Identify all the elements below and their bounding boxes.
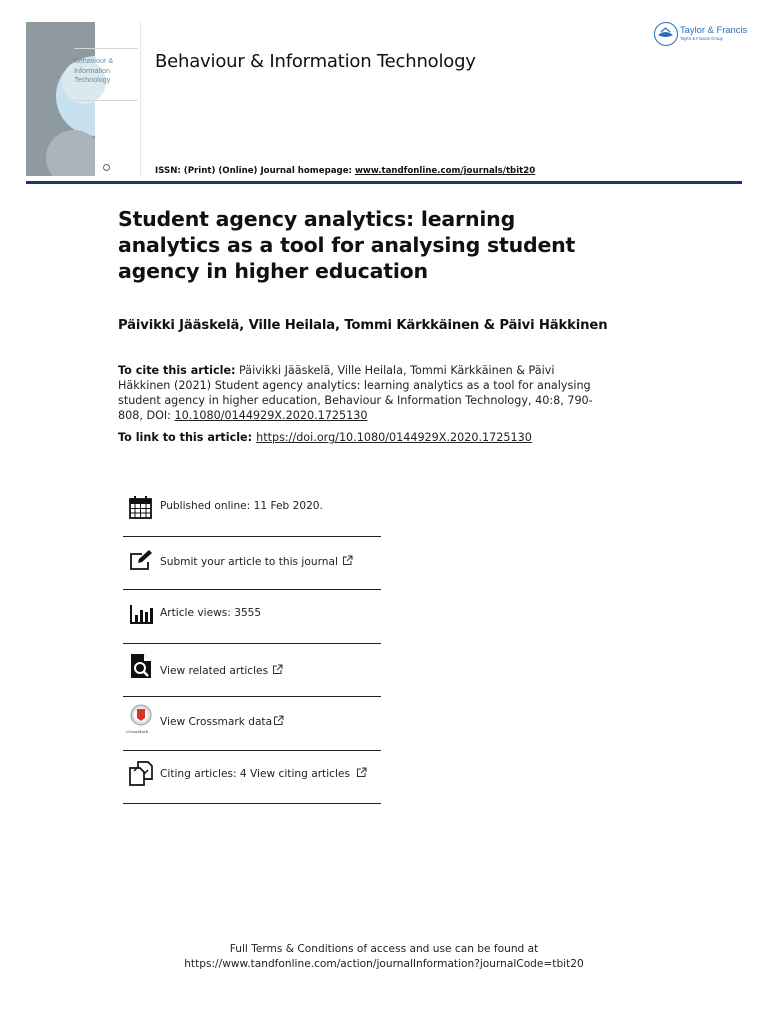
cite-text: Päivikki Jääskelä, Ville Heilala, Tommi Kärkkäinen & Päivi Häkkinen (2021) Student agency analytics: learning analytics as a tool for analysing student agency in higher education, Behaviour & Information Technology, 40:8, 790-808, DOI:	[118, 364, 593, 422]
crossmark-link[interactable]	[160, 715, 284, 728]
citing-label: Citing articles: 4 View citing articles	[160, 767, 350, 780]
publisher-subname: Taylor & Francis Group	[680, 36, 723, 41]
bar-chart-icon	[128, 601, 154, 627]
edit-icon	[128, 548, 154, 574]
crossmark-logo-text: CrossMark	[126, 729, 149, 734]
footer-line1: Full Terms & Conditions of access and use can be found at	[229, 943, 539, 955]
cover-divider	[74, 100, 138, 101]
cover-circle	[46, 130, 95, 176]
calendar-icon	[128, 494, 154, 520]
related-label: View related articles	[160, 664, 269, 677]
issn-line	[155, 166, 535, 176]
citing-articles-link[interactable]	[160, 767, 367, 780]
submit-label: Submit your article to this journal	[160, 555, 338, 568]
journal-homepage-link[interactable]: www.tandfonline.com/journals/tbit20	[354, 166, 536, 176]
cover-title-line: Information	[74, 65, 110, 75]
cover-title-line: Behaviour &	[74, 56, 114, 65]
info-row-related[interactable]	[123, 644, 381, 698]
footer-terms	[0, 942, 768, 972]
info-row-citing[interactable]	[123, 751, 381, 805]
article-title: Student agency analytics: learning analytics as a tool for analysing student agency in higher education	[118, 207, 576, 283]
document-search-icon	[128, 653, 154, 679]
article-info-list	[123, 483, 381, 804]
crossmark-icon	[128, 704, 154, 730]
submit-article-link[interactable]	[160, 555, 353, 568]
cover-strip	[95, 22, 141, 176]
cover-title-line: Technology	[74, 75, 111, 84]
cover-title	[74, 56, 138, 85]
article-views: Article views: 3555	[160, 607, 262, 619]
link-label: To link to this article:	[118, 431, 253, 444]
footer-terms-url[interactable]: https://www.tandfonline.com/action/journalInformation?journalCode=tbit20	[184, 958, 584, 970]
issn-text: ISSN: (Print) (Online) Journal homepage:	[155, 166, 355, 176]
cover-publisher-logo	[103, 164, 110, 171]
article-doi-url[interactable]: https://doi.org/10.1080/0144929X.2020.1725130	[256, 431, 532, 444]
external-link-icon	[342, 555, 353, 566]
publisher-name[interactable]: Taylor & Francis	[680, 24, 748, 35]
external-link-icon	[356, 767, 367, 778]
crossmark-label: View Crossmark data	[160, 716, 273, 728]
related-articles-link[interactable]	[160, 664, 283, 677]
header-rule	[26, 181, 742, 184]
journal-title: Behaviour & Information Technology	[155, 51, 476, 72]
cover-divider	[74, 48, 138, 49]
taylor-francis-logo-icon[interactable]	[654, 22, 678, 46]
cite-doi-link[interactable]: 10.1080/0144929X.2020.1725130	[174, 409, 368, 422]
info-row-views	[123, 590, 381, 644]
info-row-crossmark[interactable]	[123, 697, 381, 751]
article-authors: Päivikki Jääskelä, Ville Heilala, Tommi Kärkkäinen & Päivi Häkkinen	[118, 318, 608, 333]
citation-block	[118, 363, 608, 423]
info-row-published	[123, 483, 381, 537]
external-link-icon	[273, 715, 284, 726]
external-link-icon	[272, 664, 283, 675]
citing-documents-icon	[128, 760, 154, 786]
published-date: Published online: 11 Feb 2020.	[160, 500, 323, 512]
info-row-submit[interactable]	[123, 537, 381, 591]
article-link-line	[118, 431, 532, 444]
cite-label: To cite this article:	[118, 364, 236, 377]
